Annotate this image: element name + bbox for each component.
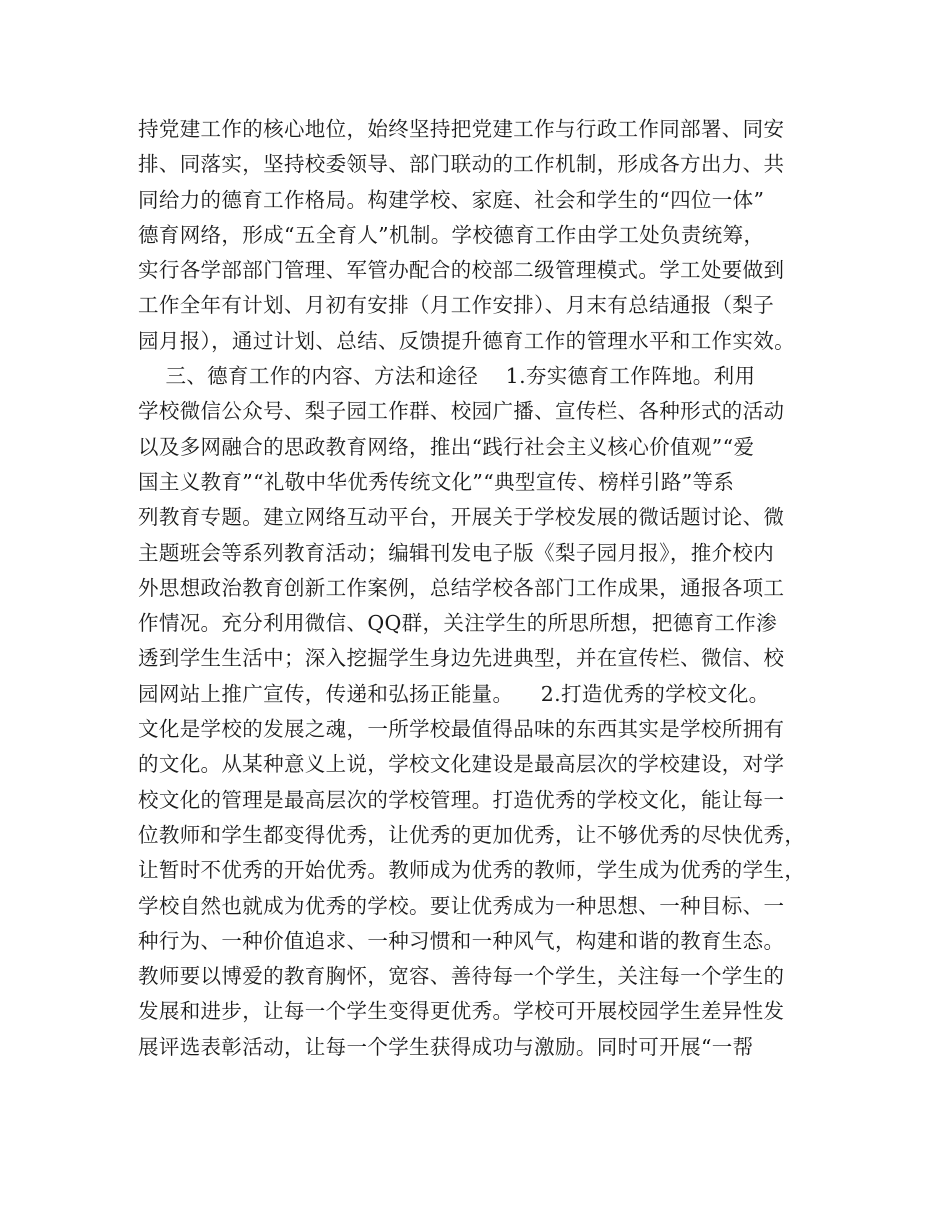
text-line: 文化是学校的发展之魂，一所学校最值得品味的东西其实是学校所拥有	[138, 717, 785, 742]
text-line: 工作全年有计划、月初有安排（月工作安排）、月末有总结通报（梨子	[138, 293, 775, 318]
text-line: 位教师和学生都变得优秀，让优秀的更加优秀，让不够优秀的尽快优秀，	[138, 822, 806, 847]
text-line: 园月报），通过计划、总结、反馈提升德育工作的管理水平和工作实效。	[138, 328, 795, 353]
text-line: 排、同落实，坚持校委领导、部门联动的工作机制，形成各方出力、共	[138, 152, 785, 177]
text-line: 实行各学部部门管理、军管办配合的校部二级管理模式。学工处要做到	[138, 258, 785, 283]
document-body	[138, 112, 818, 1065]
text-line: 主题班会等系列教育活动；编辑刊发电子版《梨子园月报》，推介校内	[138, 540, 775, 565]
text-line: 德育网络，形成“五全育人”机制。学校德育工作由学工处负责统筹，	[138, 222, 765, 247]
text-line: 发展和进步，让每一个学生变得更优秀。学校可开展校园学生差异性发	[138, 999, 785, 1024]
text-line: 学校微信公众号、梨子园工作群、校园广播、宣传栏、各种形式的活动	[138, 399, 785, 424]
text-line: 校文化的管理是最高层次的学校管理。打造优秀的学校文化，能让每一	[138, 787, 785, 812]
text-line: 外思想政治教育创新工作案例，总结学校各部门工作成果，通报各项工	[138, 575, 785, 600]
text-line: 的文化。从某种意义上说，学校文化建设是最高层次的学校建设，对学	[138, 752, 785, 777]
text-line: 学校自然也就成为优秀的学校。要让优秀成为一种思想、一种目标、一	[138, 893, 785, 918]
text-line: 国主义教育”“礼敬中华优秀传统文化”“典型宣传、榜样引路”等系	[138, 469, 735, 494]
text-line: 列教育专题。建立网络互动平台，开展关于学校发展的微话题讨论、微	[138, 505, 785, 530]
text-line: 持党建工作的核心地位，始终坚持把党建工作与行政工作同部署、同安	[138, 117, 785, 141]
text-line: 教师要以博爱的教育胸怀，宽容、善待每一个学生，关注每一个学生的	[138, 964, 785, 989]
text-line: 展评选表彰活动，让每一个学生获得成功与激励。同时可开展“一帮	[138, 1034, 754, 1059]
text-line: 种行为、一种价值追求、一种习惯和一种风气，构建和谐的教育生态。	[138, 928, 785, 953]
text-line: 作情况。充分利用微信、QQ群，关注学生的所思所想，把德育工作渗	[138, 611, 777, 636]
text-line: 以及多网融合的思政教育网络，推出“践行社会主义核心价值观”“爱	[138, 434, 755, 459]
text-line: 透到学生生活中；深入挖掘学生身边先进典型，并在宣传栏、微信、校	[138, 646, 785, 671]
text-line: 让暂时不优秀的开始优秀。教师成为优秀的教师，学生成为优秀的学生，	[138, 858, 806, 883]
text-line: 同给力的德育工作格局。构建学校、家庭、社会和学生的“四位一体”	[138, 187, 765, 212]
text-line: 三、德育工作的内容、方法和途径 1.夯实德育工作阵地。利用	[138, 364, 756, 389]
text-line: 园网站上推广宣传，传递和弘扬正能量。 2.打造优秀的学校文化。	[138, 681, 770, 706]
